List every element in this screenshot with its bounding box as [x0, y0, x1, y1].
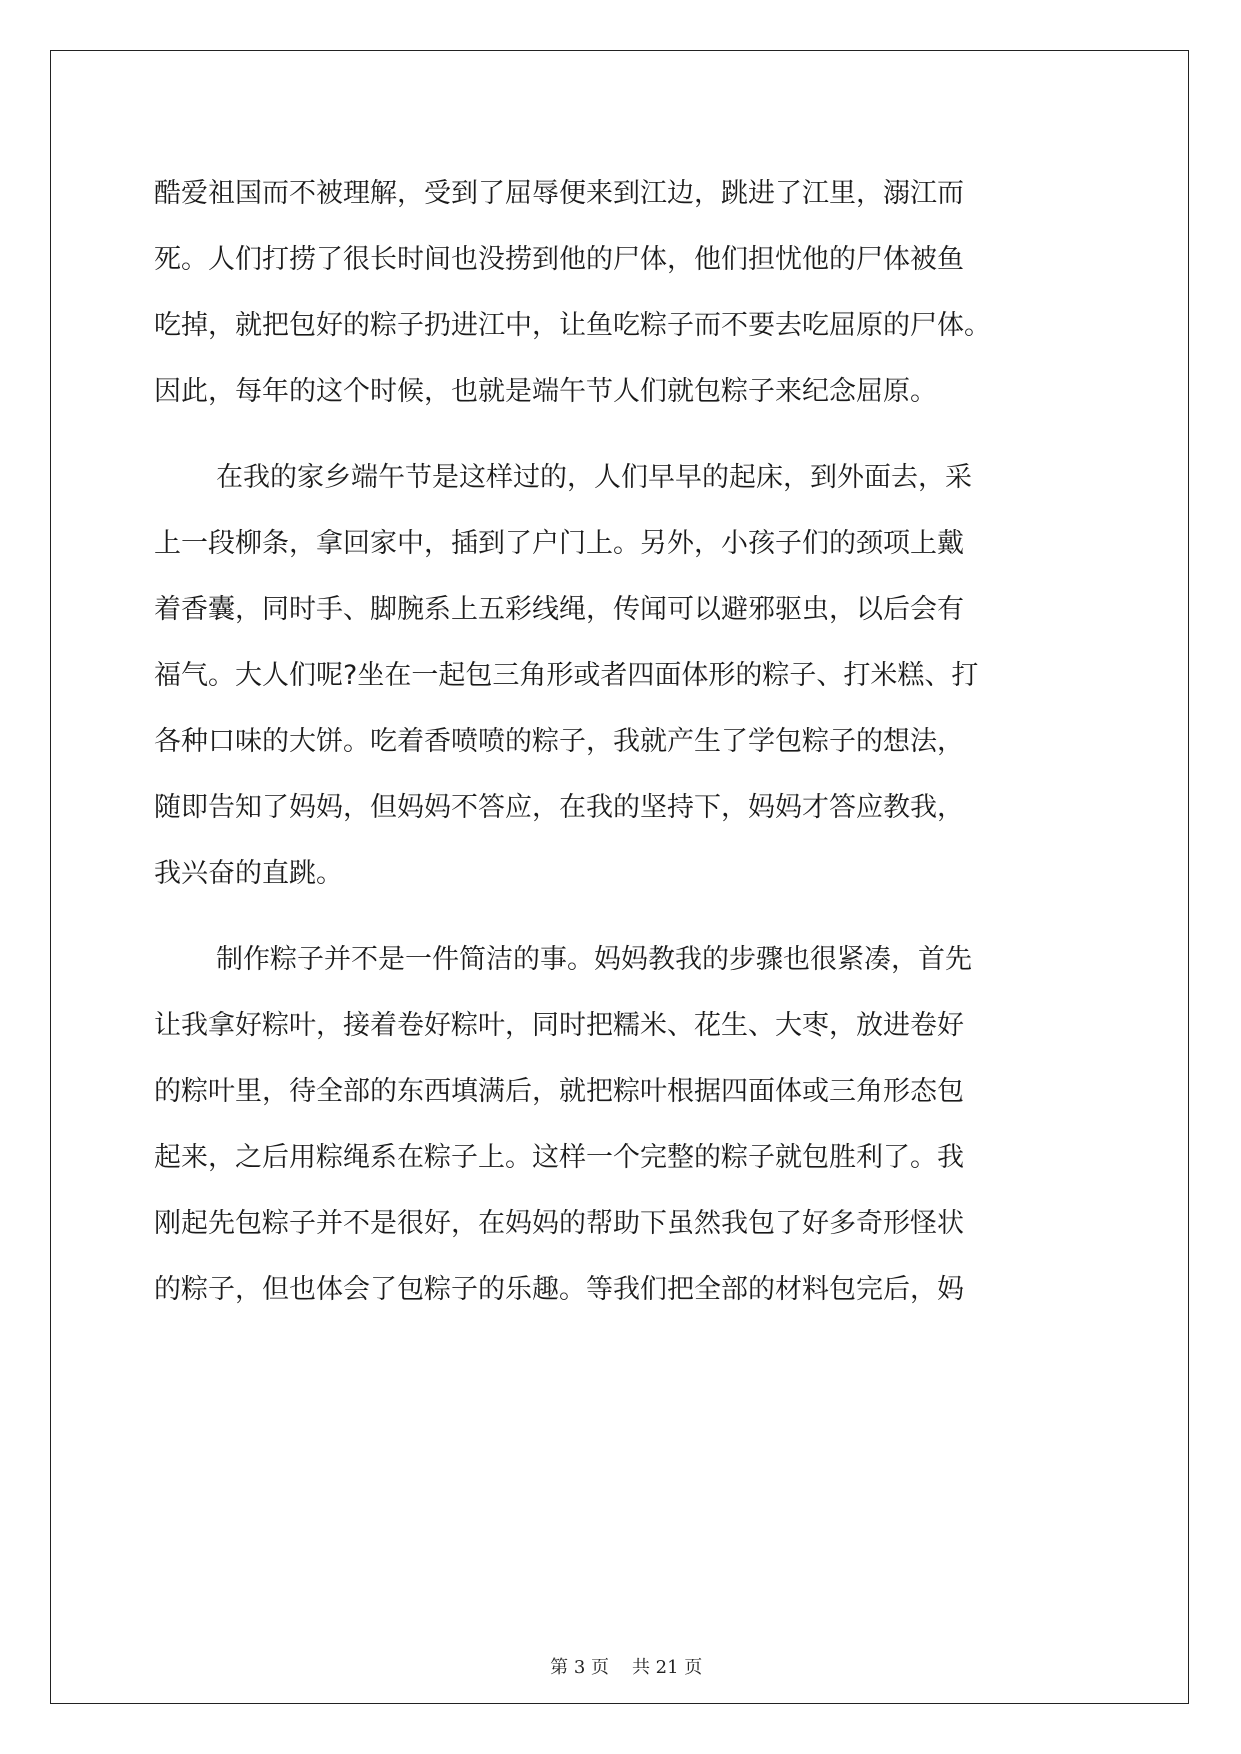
text-line: 的粽子，但也体会了包粽子的乐趣。等我们把全部的材料包完后，妈: [154, 1274, 964, 1305]
text-line: 刚起先包粽子并不是很好，在妈妈的帮助下虽然我包了好多奇形怪状: [154, 1208, 964, 1239]
page-number: 第 3 页: [550, 1657, 610, 1678]
page-total: 共 21 页: [631, 1657, 703, 1678]
text-line: 在我的家乡端午节是这样过的，人们早早的起床，到外面去，采: [216, 462, 972, 493]
text-line: 福气。大人们呢?坐在一起包三角形或者四面体形的粽子、打米糕、打: [154, 660, 979, 691]
text-line: 我兴奋的直跳。: [154, 858, 343, 889]
text-line: 死。人们打捞了很长时间也没捞到他的尸体，他们担忧他的尸体被鱼: [154, 244, 964, 275]
text-line: 让我拿好粽叶，接着卷好粽叶，同时把糯米、花生、大枣，放进卷好: [154, 1010, 964, 1041]
text-line: 制作粽子并不是一件简洁的事。妈妈教我的步骤也很紧凑，首先: [216, 944, 972, 975]
page-footer: [0, 1632, 1241, 1679]
text-line: 因此，每年的这个时候，也就是端午节人们就包粽子来纪念屈原。: [154, 376, 937, 407]
text-line: 各种口味的大饼。吃着香喷喷的粽子，我就产生了学包粽子的想法，: [154, 726, 964, 757]
text-line: 着香囊，同时手、脚腕系上五彩线绳，传闻可以避邪驱虫，以后会有: [154, 594, 964, 625]
text-line: 随即告知了妈妈，但妈妈不答应，在我的坚持下，妈妈才答应教我，: [154, 792, 964, 823]
document-body: [154, 161, 1084, 1323]
text-line: 上一段柳条，拿回家中，插到了户门上。另外，小孩子们的颈项上戴: [154, 528, 964, 559]
text-line: 起来，之后用粽绳系在粽子上。这样一个完整的粽子就包胜利了。我: [154, 1142, 964, 1173]
text-line: 的粽叶里，待全部的东西填满后，就把粽叶根据四面体或三角形态包: [154, 1076, 964, 1107]
text-line: 酷爱祖国而不被理解，受到了屈辱便来到江边，跳进了江里，溺江而: [154, 178, 964, 209]
text-line: 吃掉，就把包好的粽子扔进江中，让鱼吃粽子而不要去吃屈原的尸体。: [154, 310, 991, 341]
